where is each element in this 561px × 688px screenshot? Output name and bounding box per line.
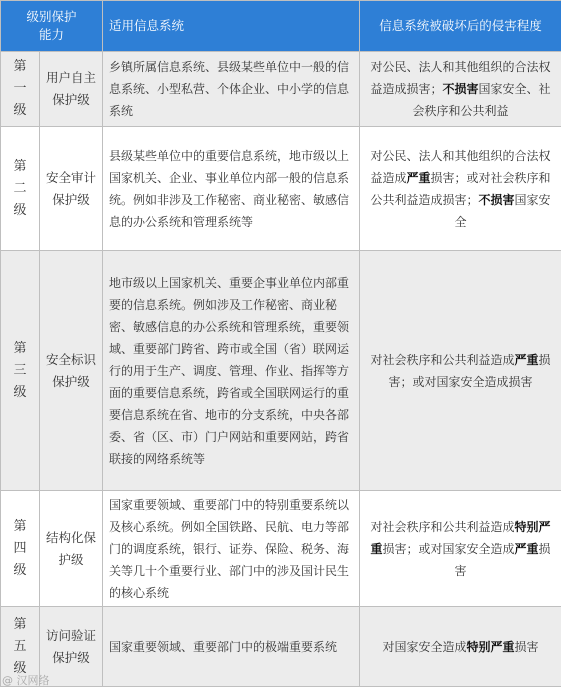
table-row (1, 251, 561, 491)
watermark: @ 汉网络 (2, 674, 50, 687)
table-row (1, 491, 561, 607)
capability-cell: 安全标识保护级 (40, 251, 103, 491)
level-cell: 第五级 (1, 607, 40, 687)
table-row (1, 52, 561, 127)
table-row (1, 127, 561, 251)
systems-cell: 乡镇所属信息系统、县级某些单位中一般的信息系统、小型私营、个体企业、中小学的信息系统 (103, 52, 360, 127)
harm-cell: 对社会秩序和公共利益造成特别严重损害；或对国家安全造成严重损害 (360, 491, 561, 607)
level-cell: 第三级 (1, 251, 40, 491)
header-harm: 信息系统被破坏后的侵害程度 (360, 1, 561, 52)
harm-cell: 对社会秩序和公共利益造成严重损害；或对国家安全造成损害 (360, 251, 561, 491)
systems-cell: 国家重要领域、重要部门中的特别重要系统以及核心系统。例如全国铁路、民航、电力等部门的调度系统，银行、证券、保险、税务、海关等几十个重要行业、部门中的涉及国计民生的核心系统 (103, 491, 360, 607)
systems-cell: 国家重要领域、重要部门中的极端重要系统 (103, 607, 360, 687)
capability-cell: 结构化保护级 (40, 491, 103, 607)
systems-cell: 县级某些单位中的重要信息系统，地市级以上国家机关、企业、事业单位内部一般的信息系统。例如非涉及工作秘密、商业秘密、敏感信息的办公系统和管理系统等 (103, 127, 360, 251)
capability-cell: 安全审计保护级 (40, 127, 103, 251)
header-level: 级别保护能力 (1, 1, 103, 52)
table-header-row (1, 1, 561, 52)
level-cell: 第二级 (1, 127, 40, 251)
harm-cell: 对国家安全造成特别严重损害 (360, 607, 561, 687)
capability-cell: 访问验证保护级 (40, 607, 103, 687)
level-cell: 第一级 (1, 52, 40, 127)
header-systems: 适用信息系统 (103, 1, 360, 52)
capability-cell: 用户自主保护级 (40, 52, 103, 127)
systems-cell: 地市级以上国家机关、重要企事业单位内部重要的信息系统。例如涉及工作秘密、商业秘密、敏感信息的办公系统和管理系统，重要领域、重要部门跨省、跨市或全国（省）联网运行的用于生产、调度、管理、作业、指挥等方面的重要信息系统，跨省或全国联网运行的重要信息系统在省、地市的分支系统，中央各部委、省（区、市）门户网站和重要网站，跨省联接的网络系统等 (103, 251, 360, 491)
harm-cell: 对公民、法人和其他组织的合法权益造成严重损害；或对社会秩序和公共利益造成损害；不损害国家安全 (360, 127, 561, 251)
level-cell: 第四级 (1, 491, 40, 607)
table-row (1, 607, 561, 687)
harm-cell: 对公民、法人和其他组织的合法权益造成损害；不损害国家安全、社会秩序和公共利益 (360, 52, 561, 127)
